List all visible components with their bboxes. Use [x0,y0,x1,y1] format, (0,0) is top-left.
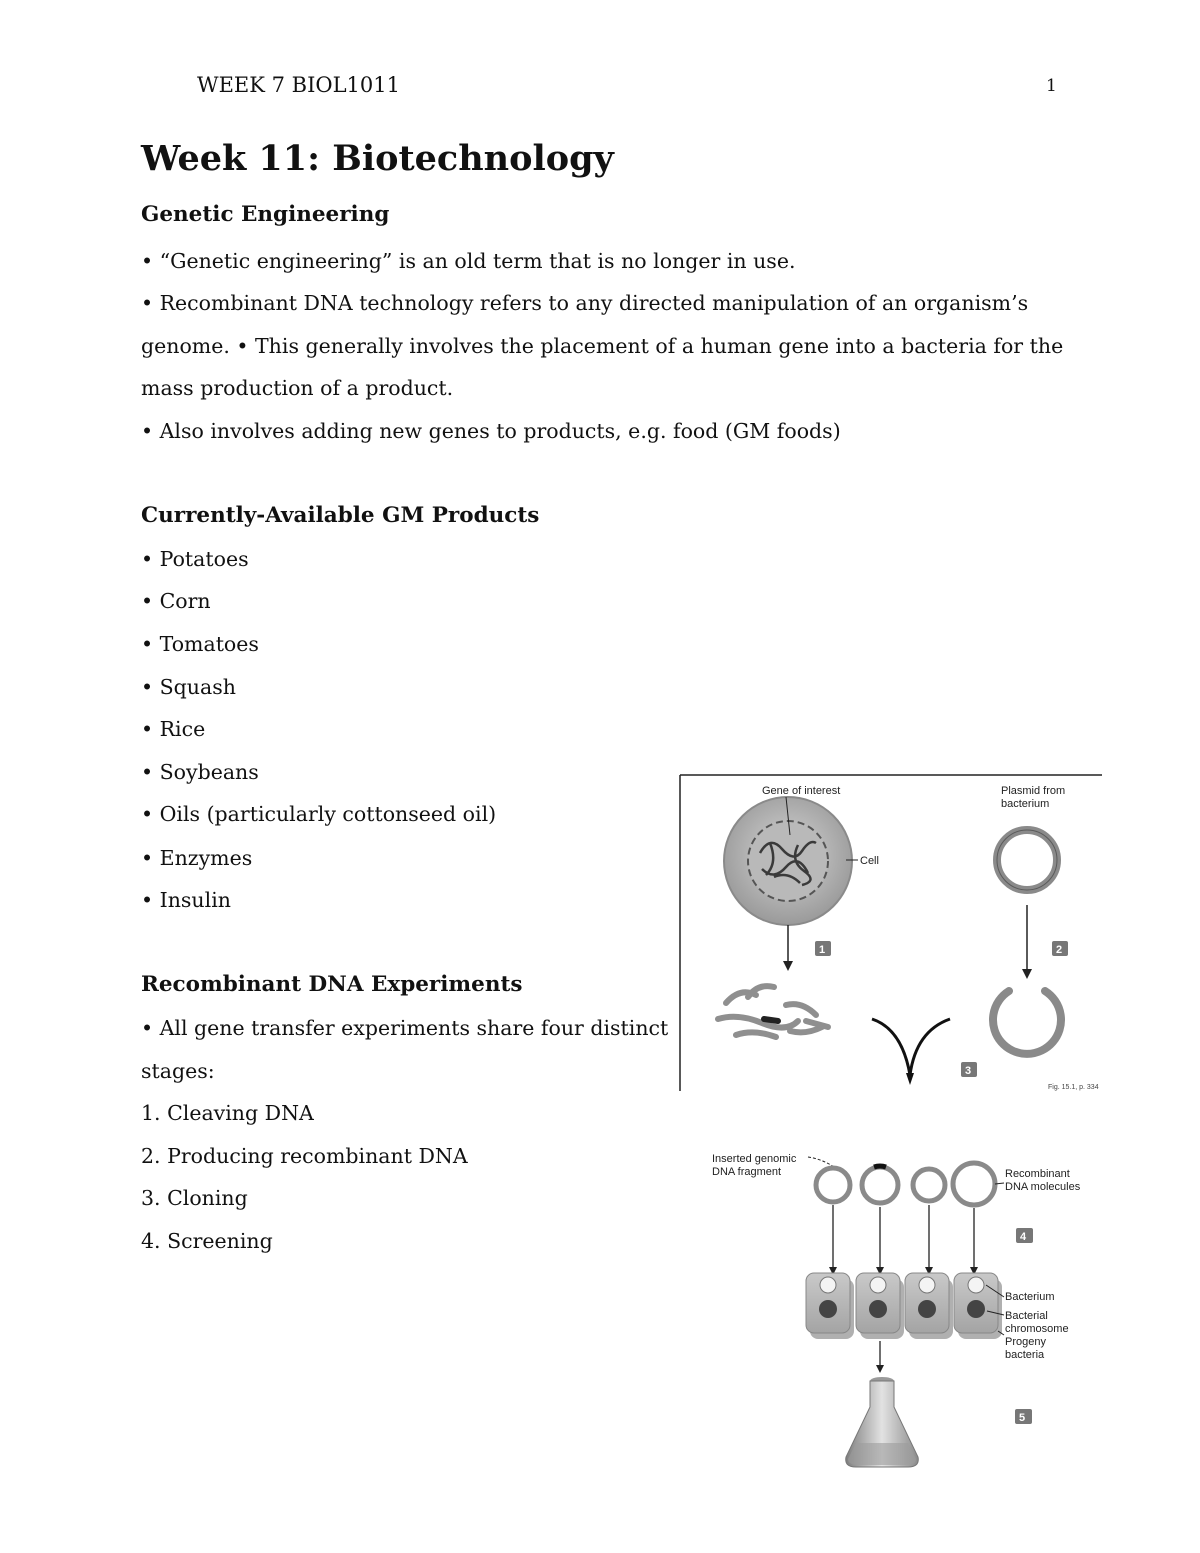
flask-culture [848,1443,916,1465]
page-number: 1 [1046,76,1057,96]
label-progeny-1: Progeny [1005,1336,1046,1348]
label-recombinant-1: Recombinant [1005,1168,1070,1180]
gm-item: • Enzymes [141,846,253,870]
transform-arrows [833,1205,974,1269]
label-inserted-2: DNA fragment [712,1166,782,1178]
heading-genetic-engineering: Genetic Engineering [141,202,390,227]
step-3-number: 3 [965,1065,972,1077]
rdna-line-1: • All gene transfer experiments share four distinct [141,1016,669,1040]
label-inserted-1: Inserted genomic [712,1153,797,1165]
gm-item: • Soybeans [141,760,259,784]
nucleus-shape [748,821,828,901]
rdna-stage-2: 2. Producing recombinant DNA [141,1144,468,1168]
plasmid-outline [997,830,1057,890]
gene-fragment [764,1019,778,1021]
inserted-fragment [874,1166,886,1167]
gm-item: • Rice [141,717,206,741]
arrowhead [906,1073,914,1085]
rdna-stage-4: 4. Screening [141,1229,273,1253]
rdna-line-2: stages: [141,1059,215,1083]
rdna-stage-3: 3. Cloning [141,1186,248,1210]
label-bacterium: Bacterium [1005,1291,1055,1303]
gm-item: • Tomatoes [141,632,259,656]
bacterium-cell [905,1273,953,1339]
arrowhead [876,1365,884,1373]
recombinant-plasmid [862,1167,898,1203]
ge-line-3: genome. • This generally involves the placement of a human gene into a bacteria for the [141,334,1064,358]
arrowhead [783,961,793,971]
rdna-stage-1: 1. Cleaving DNA [141,1101,314,1125]
recombinant-plasmid [913,1169,945,1201]
label-plasmid-1: Plasmid from [1001,785,1066,797]
bacterium-cell [806,1273,854,1339]
label-cell: Cell [860,855,879,867]
opened-plasmid [993,991,1061,1054]
recombinant-plasmid [816,1168,850,1202]
ge-line-1: • “Genetic engineering” is an old term that is no longer in use. [141,249,796,273]
heading-gm-products: Currently-Available GM Products [141,503,540,528]
bacterium-cell [954,1273,1002,1339]
gm-item: • Oils (particularly cottonseed oil) [141,802,497,826]
label-gene-of-interest: Gene of interest [762,785,841,797]
label-recombinant-2: DNA molecules [1005,1181,1081,1193]
heading-rdna-experiments: Recombinant DNA Experiments [141,972,523,997]
arrowhead [1022,969,1032,979]
ge-line-2: • Recombinant DNA technology refers to any directed manipulation of an organism’s [141,291,1029,315]
label-plasmid-2: bacterium [1001,798,1050,810]
label-chromosome-2: chromosome [1005,1323,1069,1335]
gm-item: • Corn [141,589,211,613]
recombinant-plasmid [953,1163,995,1205]
ge-line-4: mass production of a product. [141,376,454,400]
step-5-number: 5 [1019,1412,1026,1424]
running-header: WEEK 7 BIOL1011 [197,73,400,97]
label-progeny-2: bacteria [1005,1349,1045,1361]
figure-cloning-svg [700,1145,1100,1480]
gm-item: • Insulin [141,888,231,912]
page-title: Week 11: Biotechnology [141,138,614,179]
ge-line-5: • Also involves adding new genes to products, e.g. food (GM foods) [141,419,841,443]
dna-fragments [718,986,828,1037]
figure-cloning [700,1145,1100,1480]
gm-item: • Squash [141,675,236,699]
bacterium-cell [856,1273,904,1339]
inserted-pointer [808,1157,834,1167]
step-1-number: 1 [819,944,826,956]
sticky-ends-shape [872,1019,950,1075]
step-2-number: 2 [1056,944,1063,956]
gm-item: • Potatoes [141,547,249,571]
figure-dna-cleaving [678,773,1102,1091]
figure-credit: Fig. 15.1, p. 334 [1048,1084,1099,1091]
step-4-number: 4 [1020,1231,1027,1243]
label-chromosome-1: Bacterial [1005,1310,1048,1322]
figure-dna-cleaving-svg [678,773,1102,1091]
